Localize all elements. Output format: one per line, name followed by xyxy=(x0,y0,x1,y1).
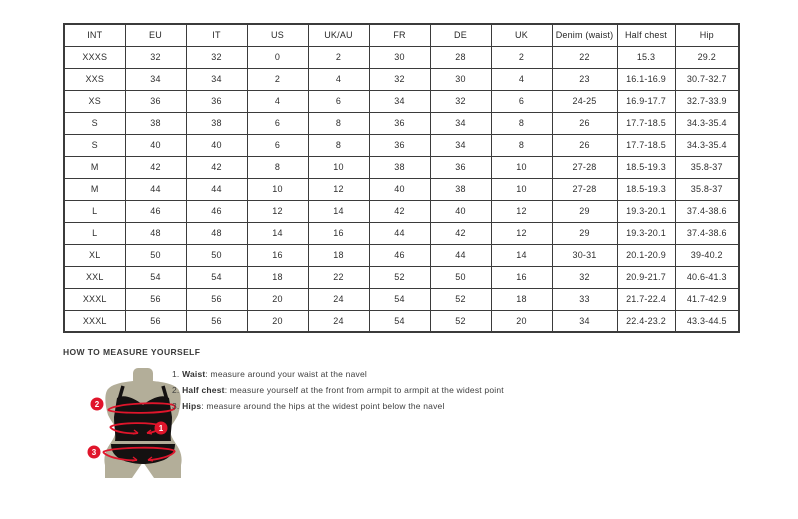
size-chart-body xyxy=(64,46,739,332)
table-cell: 29 xyxy=(552,200,617,222)
chest-badge-number: 2 xyxy=(94,400,100,409)
table-cell: 34 xyxy=(552,310,617,332)
table-cell: 10 xyxy=(491,178,552,200)
table-cell: 44 xyxy=(369,222,430,244)
table-cell: 27-28 xyxy=(552,156,617,178)
table-cell: 40 xyxy=(430,200,491,222)
table-cell: 32 xyxy=(186,46,247,68)
measure-step xyxy=(172,366,504,382)
measure-step xyxy=(172,398,504,414)
table-cell: 34 xyxy=(186,68,247,90)
table-cell: 10 xyxy=(308,156,369,178)
table-cell: 54 xyxy=(369,310,430,332)
column-header: FR xyxy=(369,24,430,46)
table-cell: 14 xyxy=(491,244,552,266)
table-cell: 30-31 xyxy=(552,244,617,266)
table-cell: 16 xyxy=(308,222,369,244)
table-cell: 19.3-20.1 xyxy=(617,200,675,222)
table-cell: 50 xyxy=(186,244,247,266)
column-header: EU xyxy=(125,24,186,46)
table-cell: XXL xyxy=(64,266,125,288)
table-cell: 38 xyxy=(186,112,247,134)
table-row xyxy=(64,68,739,90)
column-header: IT xyxy=(186,24,247,46)
table-cell: 35.8-37 xyxy=(675,156,739,178)
table-cell: 40 xyxy=(186,134,247,156)
table-cell: 6 xyxy=(491,90,552,112)
table-cell: 12 xyxy=(308,178,369,200)
table-cell: 24 xyxy=(308,310,369,332)
table-row xyxy=(64,200,739,222)
step-term: Hips xyxy=(182,401,202,411)
table-cell: 12 xyxy=(491,222,552,244)
table-cell: 20.1-20.9 xyxy=(617,244,675,266)
table-cell: 20 xyxy=(247,310,308,332)
table-row xyxy=(64,266,739,288)
table-cell: 20.9-21.7 xyxy=(617,266,675,288)
table-cell: XXXS xyxy=(64,46,125,68)
table-cell: 15.3 xyxy=(617,46,675,68)
badge-waist xyxy=(155,422,168,435)
table-cell: 23 xyxy=(552,68,617,90)
waist-badge-number: 1 xyxy=(158,424,164,433)
table-cell: 42 xyxy=(125,156,186,178)
table-cell: S xyxy=(64,112,125,134)
table-cell: 39-40.2 xyxy=(675,244,739,266)
table-cell: 22.4-23.2 xyxy=(617,310,675,332)
header-row xyxy=(64,24,739,46)
table-row xyxy=(64,134,739,156)
table-cell: 14 xyxy=(308,200,369,222)
column-header: DE xyxy=(430,24,491,46)
column-header: Denim (waist) xyxy=(552,24,617,46)
badge-hips xyxy=(88,446,101,459)
table-cell: 32 xyxy=(125,46,186,68)
table-cell: 34 xyxy=(430,134,491,156)
size-chart-table xyxy=(63,23,740,333)
table-cell: 52 xyxy=(430,310,491,332)
table-cell: 34 xyxy=(430,112,491,134)
table-cell: 12 xyxy=(247,200,308,222)
table-cell: 40 xyxy=(369,178,430,200)
table-cell: 34 xyxy=(369,90,430,112)
step-number: 2. xyxy=(172,385,180,395)
table-row xyxy=(64,112,739,134)
table-row xyxy=(64,46,739,68)
table-cell: 18.5-19.3 xyxy=(617,156,675,178)
table-row xyxy=(64,222,739,244)
table-cell: 6 xyxy=(247,134,308,156)
table-cell: 20 xyxy=(247,288,308,310)
column-header: INT xyxy=(64,24,125,46)
table-cell: XXS xyxy=(64,68,125,90)
table-cell: 42 xyxy=(186,156,247,178)
table-cell: XL xyxy=(64,244,125,266)
table-cell: 52 xyxy=(369,266,430,288)
table-cell: XS xyxy=(64,90,125,112)
table-cell: 8 xyxy=(308,112,369,134)
table-cell: 2 xyxy=(491,46,552,68)
table-row xyxy=(64,90,739,112)
table-cell: 50 xyxy=(430,266,491,288)
table-cell: 16 xyxy=(247,244,308,266)
step-number: 3. xyxy=(172,401,180,411)
table-cell: 33 xyxy=(552,288,617,310)
table-cell: 8 xyxy=(491,134,552,156)
table-cell: 18 xyxy=(308,244,369,266)
table-cell: 32 xyxy=(552,266,617,288)
table-cell: 14 xyxy=(247,222,308,244)
table-cell: XXXL xyxy=(64,310,125,332)
table-cell: 30.7-32.7 xyxy=(675,68,739,90)
table-cell: L xyxy=(64,222,125,244)
table-cell: 32 xyxy=(430,90,491,112)
table-cell: M xyxy=(64,156,125,178)
table-row xyxy=(64,244,739,266)
table-cell: 37.4-38.6 xyxy=(675,200,739,222)
table-cell: 48 xyxy=(186,222,247,244)
column-header: Hip xyxy=(675,24,739,46)
table-cell: 34 xyxy=(125,68,186,90)
table-cell: 29.2 xyxy=(675,46,739,68)
table-row xyxy=(64,288,739,310)
column-header: UK xyxy=(491,24,552,46)
table-cell: 41.7-42.9 xyxy=(675,288,739,310)
hips-badge-number: 3 xyxy=(91,448,97,457)
table-cell: 4 xyxy=(247,90,308,112)
table-cell: 26 xyxy=(552,134,617,156)
table-cell: 34.3-35.4 xyxy=(675,112,739,134)
column-header: US xyxy=(247,24,308,46)
table-cell: 42 xyxy=(430,222,491,244)
table-cell: 8 xyxy=(308,134,369,156)
table-cell: L xyxy=(64,200,125,222)
table-cell: 22 xyxy=(552,46,617,68)
table-cell: 16.1-16.9 xyxy=(617,68,675,90)
table-cell: 17.7-18.5 xyxy=(617,134,675,156)
table-cell: 38 xyxy=(369,156,430,178)
table-cell: 54 xyxy=(125,266,186,288)
table-cell: 6 xyxy=(247,112,308,134)
table-cell: 32.7-33.9 xyxy=(675,90,739,112)
size-chart-header xyxy=(64,24,739,46)
table-cell: 35.8-37 xyxy=(675,178,739,200)
table-cell: 24-25 xyxy=(552,90,617,112)
table-cell: 56 xyxy=(125,288,186,310)
table-cell: 46 xyxy=(125,200,186,222)
table-cell: 2 xyxy=(308,46,369,68)
table-cell: 29 xyxy=(552,222,617,244)
table-cell: 18.5-19.3 xyxy=(617,178,675,200)
table-cell: M xyxy=(64,178,125,200)
table-cell: 56 xyxy=(186,310,247,332)
size-chart-container xyxy=(63,23,738,333)
table-cell: 16.9-17.7 xyxy=(617,90,675,112)
column-header: Half chest xyxy=(617,24,675,46)
table-cell: 36 xyxy=(186,90,247,112)
measure-steps-list xyxy=(172,366,504,414)
table-cell: 8 xyxy=(247,156,308,178)
table-cell: S xyxy=(64,134,125,156)
table-cell: 0 xyxy=(247,46,308,68)
table-cell: 6 xyxy=(308,90,369,112)
measure-step xyxy=(172,382,504,398)
table-cell: 18 xyxy=(247,266,308,288)
table-cell: 38 xyxy=(125,112,186,134)
table-cell: 43.3-44.5 xyxy=(675,310,739,332)
table-cell: 22 xyxy=(308,266,369,288)
table-cell: 21.7-22.4 xyxy=(617,288,675,310)
table-row xyxy=(64,310,739,332)
table-row xyxy=(64,156,739,178)
table-cell: 36 xyxy=(125,90,186,112)
table-cell: 32 xyxy=(369,68,430,90)
table-cell: 54 xyxy=(369,288,430,310)
table-cell: 10 xyxy=(491,156,552,178)
table-cell: 30 xyxy=(430,68,491,90)
table-cell: 56 xyxy=(125,310,186,332)
step-text: : measure around your waist at the navel xyxy=(205,369,367,379)
table-cell: 8 xyxy=(491,112,552,134)
table-cell: 20 xyxy=(491,310,552,332)
table-cell: 37.4-38.6 xyxy=(675,222,739,244)
table-cell: 12 xyxy=(491,200,552,222)
table-cell: 18 xyxy=(491,288,552,310)
table-cell: 36 xyxy=(369,112,430,134)
table-cell: 52 xyxy=(430,288,491,310)
table-cell: 24 xyxy=(308,288,369,310)
table-cell: 16 xyxy=(491,266,552,288)
table-cell: 36 xyxy=(369,134,430,156)
table-cell: 30 xyxy=(369,46,430,68)
column-header: UK/AU xyxy=(308,24,369,46)
table-cell: 42 xyxy=(369,200,430,222)
table-cell: 54 xyxy=(186,266,247,288)
table-cell: 38 xyxy=(430,178,491,200)
table-cell: 40.6-41.3 xyxy=(675,266,739,288)
table-cell: 19.3-20.1 xyxy=(617,222,675,244)
table-cell: 44 xyxy=(186,178,247,200)
step-term: Waist xyxy=(182,369,206,379)
step-text: : measure yourself at the front from armpit to armpit at the widest point xyxy=(224,385,504,395)
table-cell: 50 xyxy=(125,244,186,266)
badge-chest xyxy=(91,398,104,411)
table-cell: 17.7-18.5 xyxy=(617,112,675,134)
table-cell: 56 xyxy=(186,288,247,310)
table-cell: 4 xyxy=(491,68,552,90)
table-cell: 4 xyxy=(308,68,369,90)
table-cell: 27-28 xyxy=(552,178,617,200)
table-cell: 10 xyxy=(247,178,308,200)
table-cell: 40 xyxy=(125,134,186,156)
table-cell: 2 xyxy=(247,68,308,90)
step-term: Half chest xyxy=(182,385,225,395)
table-cell: 48 xyxy=(125,222,186,244)
table-cell: XXXL xyxy=(64,288,125,310)
table-cell: 44 xyxy=(430,244,491,266)
table-cell: 44 xyxy=(125,178,186,200)
step-number: 1. xyxy=(172,369,180,379)
table-cell: 26 xyxy=(552,112,617,134)
table-cell: 28 xyxy=(430,46,491,68)
measure-section-title: HOW TO MEASURE YOURSELF xyxy=(63,347,201,357)
table-cell: 46 xyxy=(186,200,247,222)
table-cell: 34.3-35.4 xyxy=(675,134,739,156)
table-cell: 36 xyxy=(430,156,491,178)
step-text: : measure around the hips at the widest point below the navel xyxy=(201,401,445,411)
table-row xyxy=(64,178,739,200)
table-cell: 46 xyxy=(369,244,430,266)
